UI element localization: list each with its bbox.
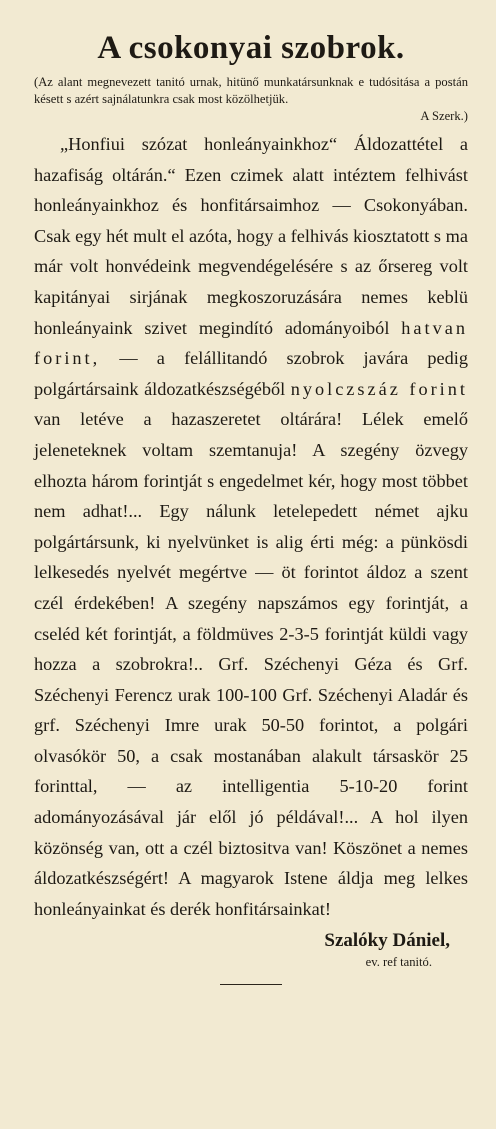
- amount-hatvan: hatvan forint,: [34, 317, 468, 369]
- editor-signature: A Szerk.): [420, 109, 468, 123]
- author-title: ev. ref tanitó.: [365, 955, 432, 970]
- editor-note-text: (Az alant megnevezett tanitó urnak, hitünő munkatársunknak e tudósitása a postán késett s azért sajnálatunkra csak most közölhetjük.: [34, 75, 468, 106]
- body-part-2: — a felállitandó szobrok javára pedig polgártársaink áldozatkészségéből: [34, 348, 468, 399]
- amount-nyolczszaz: nyolczszáz forint: [290, 378, 468, 399]
- article-title: A csokonyai szobrok.: [97, 30, 405, 66]
- body-part-3: van letéve a hazaszeretet oltárára! Lélek emelő jeleneteknek voltam szemtanuja! A szegény özvegy elhozta három forintját s engedelmet kér, hogy most többet nem adhat!... Egy nálunk letelepedett német ajku polgártársunk, ki nyelvünket is alig érti még: a pünkösdi lelkesedés nyelvét megértve — öt forintot áldoz a szent czél érdekében! A szegény napszámos egy forintját, a cseléd két forintját, a földmüves 2-3-5 forintját küldi vagy hozza a szobrokra!.. Grf. Széchenyi Géza és Grf. Széchenyi Ferencz urak 100-100 Grf. Széchenyi Aladár és grf. Széchenyi Imre urak 50-50 forintot, a polgári olvasókör 50, a csak mostanában alakult társaskör 25 forinttal, — az intelligentia 5-10-20 forint adományozásával jár elől jó példával!... A hol ilyen közönség van, ott a czél biztositva van! Köszönet a nemes áldozatkészségért! A magyarok Istene áldja meg lelkes honleányainkat és derék honfitársainkat!: [34, 409, 468, 919]
- editor-note: [34, 74, 468, 125]
- body-part-1: „Honfiui szózat honleányainkhoz“ Áldozattétel a hazafiság oltárán.“ Ezen czimek alatt intéztem felhivást honleányainkhoz és honfitársaimhoz — Csokonyában. Csak egy hét mult el azóta, hogy a felhivás kiosztatott s ma már volt honvédeink megvendégelésére s az őrsereg volt kapitányai sirjának megkoszoruzására nemes keblü honleányaink szivet megindító adományoiból: [34, 134, 468, 338]
- article-body: [34, 129, 468, 924]
- author-signature: Szalóky Dániel,: [324, 930, 450, 952]
- end-rule: [220, 984, 282, 985]
